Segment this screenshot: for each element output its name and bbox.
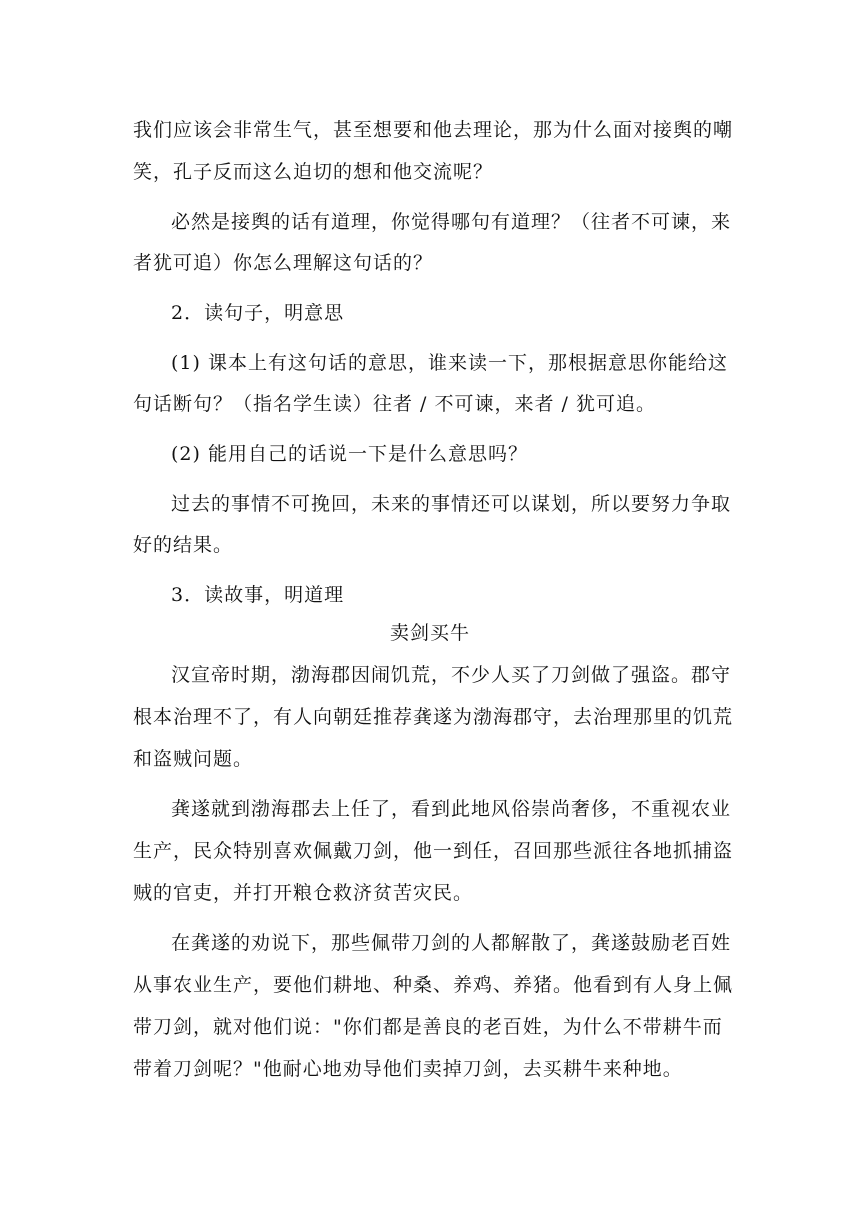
paragraph-line: 生产，民众特别喜欢佩戴刀剑，他一到任，召回那些派往各地抓捕盗 xyxy=(133,840,734,862)
paragraph-line: 在龚遂的劝说下，那些佩带刀剑的人都解散了，龚遂鼓励老百姓 xyxy=(171,932,732,954)
paragraph-line: 我们应该会非常生气，甚至想要和他去理论，那为什么面对接舆的嘲 xyxy=(133,119,734,141)
section-heading: 2．读句子，明意思 xyxy=(171,302,345,324)
paragraph-line: 龚遂就到渤海郡去上任了，看到此地风俗崇尚奢侈，不重视农业 xyxy=(171,798,732,820)
paragraph-line: 好的结果。 xyxy=(133,534,234,556)
paragraph-line: 过去的事情不可挽回，未来的事情还可以谋划，所以要努力争取 xyxy=(171,493,732,515)
paragraph-line: 句话断句？（指名学生读）往者 / 不可谏，来者 / 犹可追。 xyxy=(133,393,656,415)
paragraph-line: (1) 课本上有这句话的意思，谁来读一下，那根据意思你能给这 xyxy=(171,352,728,374)
story-title: 卖剑买牛 xyxy=(389,622,470,644)
paragraph-line: 贼的官吏，并打开粮仓救济贫苦灾民。 xyxy=(133,882,474,904)
paragraph-line: 带着刀剑呢？"他耐心地劝导他们卖掉刀剑，去买耕牛来种地。 xyxy=(133,1058,683,1080)
paragraph-line: 者犹可追）你怎么理解这句话的？ xyxy=(133,252,434,274)
section-heading: 3．读故事，明道理 xyxy=(171,584,345,606)
paragraph-line: 带刀剑，就对他们说："你们都是善良的老百姓，为什么不带耕牛而 xyxy=(133,1016,723,1038)
paragraph-line: 必然是接舆的话有道理，你觉得哪句有道理？（往者不可谏，来 xyxy=(171,211,732,233)
paragraph-line: 笑，孔子反而这么迫切的想和他交流呢？ xyxy=(133,161,494,183)
paragraph-line: 汉宣帝时期，渤海郡因闹饥荒，不少人买了刀剑做了强盗。郡守 xyxy=(171,664,732,686)
paragraph-line: 从事农业生产，要他们耕地、种桑、养鸡、养猪。他看到有人身上佩 xyxy=(133,974,734,996)
paragraph-line: 和盗贼问题。 xyxy=(133,748,254,770)
paragraph-line: 根本治理不了，有人向朝廷推荐龚遂为渤海郡守，去治理那里的饥荒 xyxy=(133,706,734,728)
paragraph-line: (2) 能用自己的话说一下是什么意思吗？ xyxy=(171,443,528,465)
